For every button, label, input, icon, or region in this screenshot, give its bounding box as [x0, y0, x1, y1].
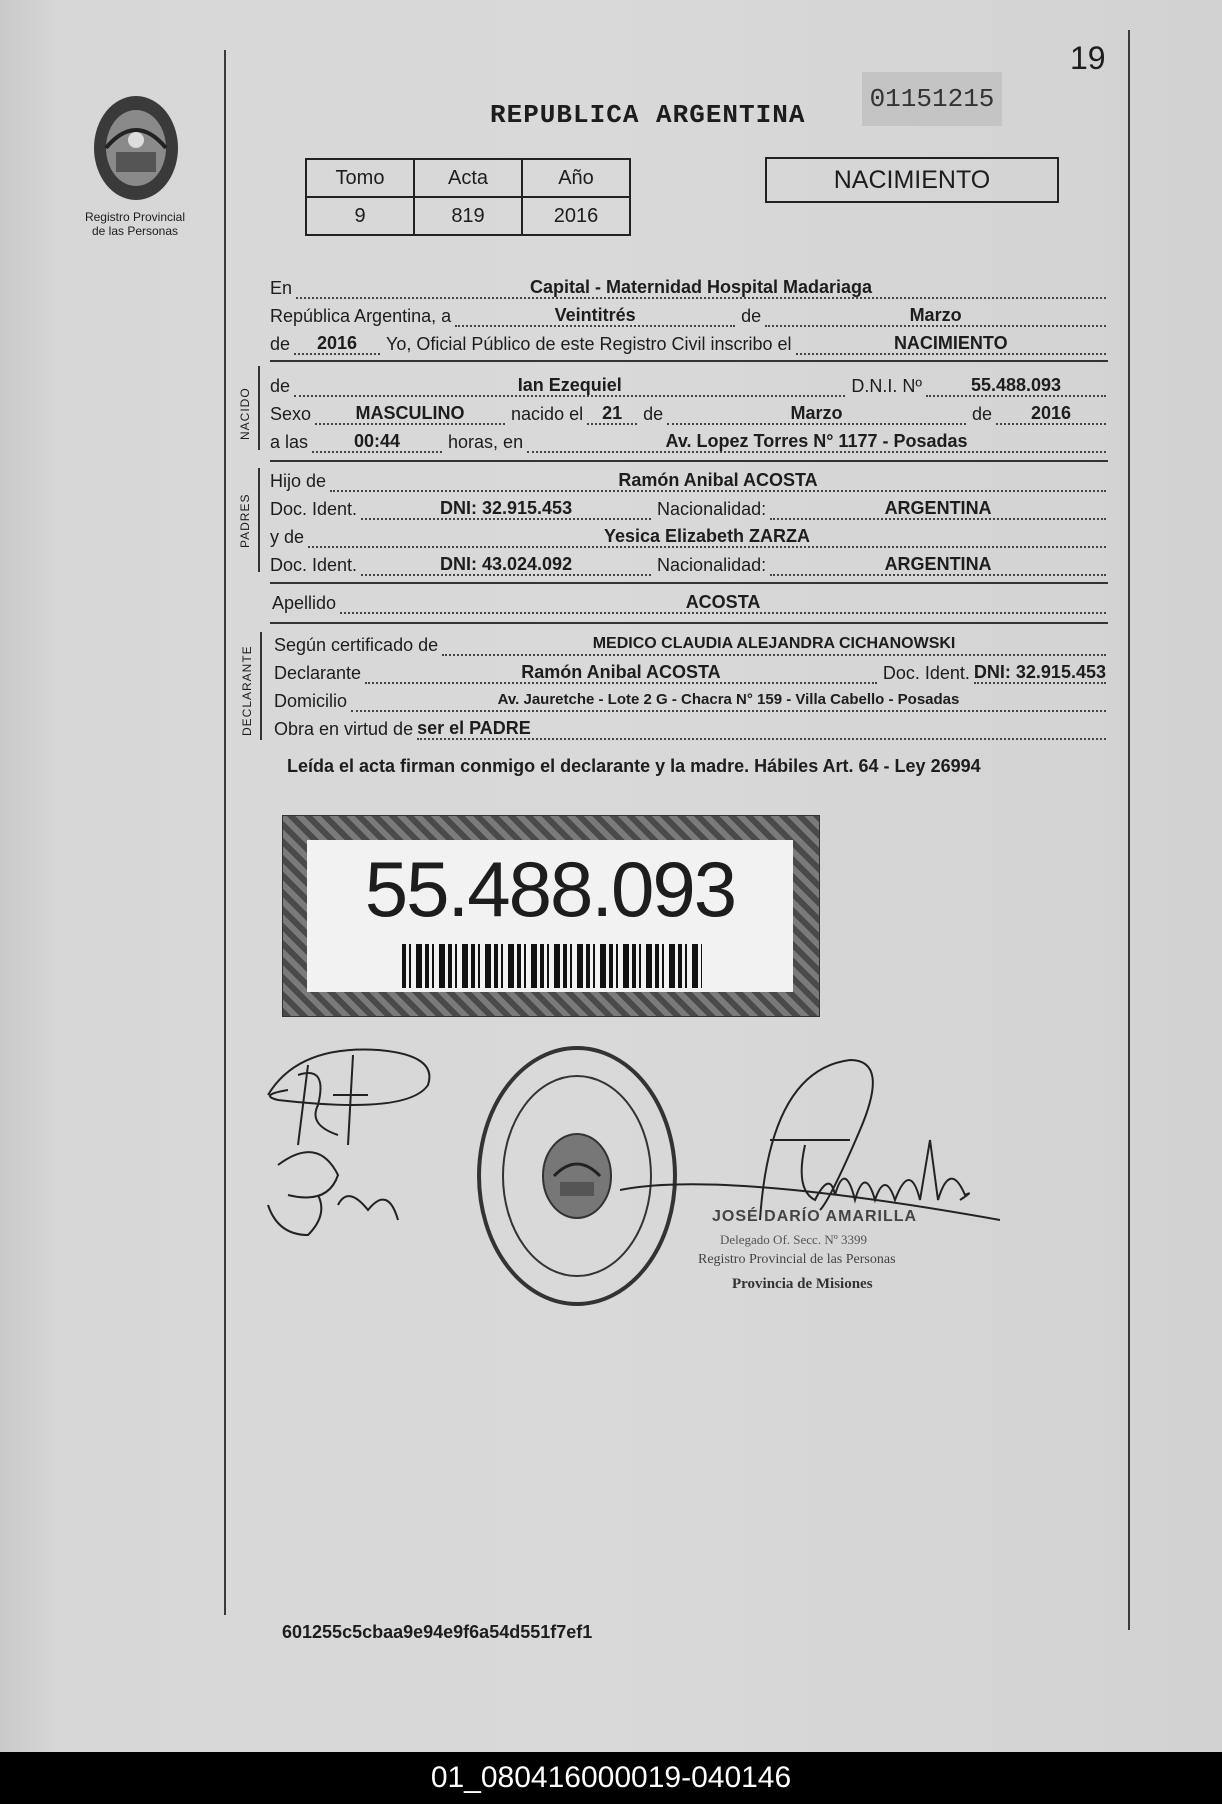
registry-header-acta: Acta	[414, 159, 522, 197]
birth-day-value: 21	[587, 403, 637, 425]
declarante-row-domicilio	[274, 688, 1106, 712]
nacido-section-label: NACIDO	[238, 387, 252, 440]
apellido-value: ACOSTA	[340, 592, 1106, 614]
mother-doc-value: DNI: 43.024.092	[361, 554, 651, 576]
dni-barcode-sticker	[282, 815, 820, 1017]
left-margin-line	[224, 50, 226, 1615]
registry-header-anio: Año	[522, 159, 630, 197]
declarante-row-cert	[274, 632, 1106, 656]
birth-month-value: Marzo	[667, 403, 966, 425]
child-dni-value: 55.488.093	[926, 375, 1106, 397]
declarante-doc-label: Doc. Ident.	[882, 663, 970, 683]
inscribo-label: Yo, Oficial Público de este Registro Civil inscribo el	[386, 334, 792, 354]
nacido-el-label: nacido el	[511, 404, 584, 424]
padres-section-label: PADRES	[238, 493, 252, 548]
father-name-value: Ramón Anibal ACOSTA	[330, 470, 1106, 492]
sexo-label: Sexo	[270, 404, 312, 424]
father-doc-label: Doc. Ident.	[270, 499, 358, 519]
section-divider	[270, 360, 1108, 362]
serial-number: 01151215	[862, 72, 1002, 126]
declarant-signature	[258, 1035, 448, 1245]
section-divider	[270, 460, 1108, 462]
nacido-bracket	[258, 366, 260, 450]
registry-table	[305, 158, 631, 236]
signatory-name: JOSÉ DARÍO AMARILLA	[712, 1208, 918, 1225]
intro-row-place	[270, 275, 1106, 299]
sexo-value: MASCULINO	[315, 403, 505, 425]
barcode-bars	[402, 944, 702, 988]
section-divider	[270, 582, 1108, 584]
registry-value-acta: 819	[414, 197, 522, 235]
padres-bracket	[258, 468, 260, 572]
father-nationality-value: ARGENTINA	[770, 498, 1106, 520]
hijo-de-label: Hijo de	[270, 471, 327, 491]
republica-label: República Argentina, a	[270, 306, 452, 326]
padres-row-mother	[270, 524, 1106, 548]
child-name-value: Ian Ezequiel	[294, 375, 845, 397]
reading-note: Leída el acta firman conmigo el declarante y la madre. Hábiles Art. 64 - Ley 26994	[287, 756, 981, 776]
horas-label: horas, en	[448, 432, 524, 452]
padres-row-father-doc	[270, 496, 1106, 520]
day-words-value: Veintitrés	[455, 305, 735, 327]
apellido-row	[272, 590, 1106, 614]
mother-nationality-value: ARGENTINA	[770, 554, 1106, 576]
en-label: En	[270, 278, 293, 298]
provincial-coat-of-arms-logo	[86, 92, 186, 204]
nacido-de-label: de	[270, 376, 291, 396]
obra-label: Obra en virtud de	[274, 719, 414, 739]
father-nat-label: Nacionalidad:	[657, 499, 767, 519]
section-divider	[270, 622, 1108, 624]
alas-label: a las	[270, 432, 309, 452]
declarante-name-value: Ramón Anibal ACOSTA	[365, 662, 877, 684]
birth-year-value: 2016	[996, 403, 1106, 425]
record-type-box: NACIMIENTO	[765, 157, 1059, 203]
page-number: 19	[1070, 40, 1106, 76]
signatory-office: Registro Provincial de las Personas	[698, 1252, 896, 1267]
registry-header-tomo: Tomo	[306, 159, 414, 197]
padres-row-mother-doc	[270, 552, 1106, 576]
intro-row-date	[270, 303, 1106, 327]
dni-label: D.N.I. Nº	[851, 376, 922, 396]
nacido-row-sex	[270, 401, 1106, 425]
signatory-title: Delegado Of. Secc. Nº 3399	[720, 1232, 867, 1247]
file-name-footer: 01_080416000019-040146	[0, 1752, 1222, 1804]
logo-caption-line2: de las Personas	[91, 224, 179, 238]
document-hash: 601255c5cbaa9e94e9f6a54d551f7ef1	[282, 1622, 593, 1642]
declarante-row-obra	[274, 716, 1106, 740]
de-label: de	[741, 306, 762, 326]
header-title: REPUBLICA ARGENTINA	[490, 100, 806, 130]
father-doc-value: DNI: 32.915.453	[361, 498, 651, 520]
right-margin-line	[1128, 30, 1130, 1630]
logo-caption-line1: Registro Provincial	[84, 210, 186, 224]
cert-label: Según certificado de	[274, 635, 439, 655]
year-value: 2016	[294, 333, 380, 355]
declarante-doc-value: DNI: 32.915.453	[973, 662, 1106, 682]
declarante-label: Declarante	[274, 663, 362, 683]
certificate-value: MEDICO CLAUDIA ALEJANDRA CICHANOWSKI	[442, 634, 1106, 656]
domicilio-label: Domicilio	[274, 691, 348, 711]
y-de-label: y de	[270, 527, 305, 547]
month-value: Marzo	[765, 305, 1106, 327]
nacido-row-time	[270, 429, 1106, 453]
declarante-row-name	[274, 660, 1106, 684]
intro-row-inscribo	[270, 331, 1106, 355]
nacido-row-name	[270, 373, 1106, 397]
inscribo-value: NACIMIENTO	[796, 333, 1106, 355]
barcode-label-area	[307, 840, 793, 992]
declarante-bracket	[260, 632, 262, 740]
registry-value-tomo: 9	[306, 197, 414, 235]
apellido-label: Apellido	[272, 593, 337, 613]
place-value: Capital - Maternidad Hospital Madariaga	[296, 277, 1106, 299]
de-label-2: de	[643, 404, 664, 424]
mother-nat-label: Nacionalidad:	[657, 555, 767, 575]
signatory-province: Provincia de Misiones	[732, 1276, 873, 1292]
birth-time-value: 00:44	[312, 431, 442, 453]
padres-row-father	[270, 468, 1106, 492]
de-label-3: de	[971, 404, 992, 424]
year-label: de	[270, 334, 291, 354]
mother-name-value: Yesica Elizabeth ZARZA	[308, 526, 1106, 548]
domicilio-value: Av. Jauretche - Lote 2 G - Chacra N° 159 - Villa Cabello - Posadas	[351, 690, 1106, 712]
mother-doc-label: Doc. Ident.	[270, 555, 358, 575]
barcode-number: 55.488.093	[364, 845, 736, 933]
registry-value-anio: 2016	[522, 197, 630, 235]
birth-location-value: Av. Lopez Torres N° 1177 - Posadas	[527, 431, 1106, 453]
obra-value: ser el PADRE	[417, 718, 1106, 740]
declarante-section-label: DECLARANTE	[240, 645, 254, 736]
logo-caption	[60, 210, 210, 238]
